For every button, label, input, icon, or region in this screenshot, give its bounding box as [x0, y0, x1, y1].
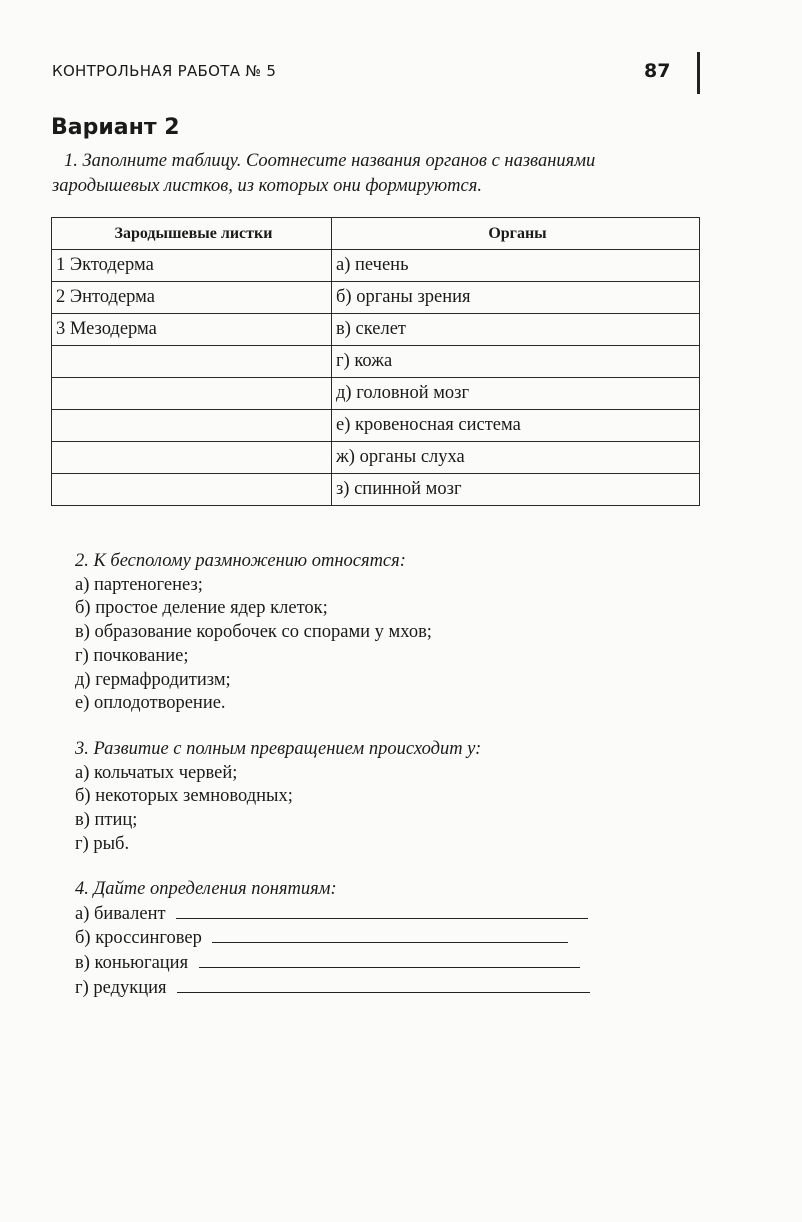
table-cell: а) печень — [332, 250, 700, 282]
table-cell: 2 Энтодерма — [52, 282, 332, 314]
list-item: д) гермафродитизм; — [75, 669, 231, 690]
list-item: в) птиц; — [75, 810, 138, 831]
table-row — [52, 282, 700, 314]
table-row — [52, 250, 700, 282]
page-number: 87 — [644, 60, 671, 82]
term-label: б) кроссинговер — [75, 928, 202, 949]
table-cell: в) скелет — [332, 314, 700, 346]
answer-line[interactable] — [176, 902, 588, 919]
table-row — [52, 378, 700, 410]
header-rule — [697, 52, 700, 94]
task2 — [75, 550, 695, 716]
task4 — [75, 878, 695, 1001]
header-title: КОНТРОЛЬНАЯ РАБОТА № 5 — [52, 62, 277, 80]
task2-question: 2. К бесполому размножению относятся: — [75, 551, 406, 571]
task1-text: 1. Заполните таблицу. Соотнесите названия органов с названиями зародышевых листков, из которых они формируются. — [52, 151, 596, 196]
list-item: а) партеногенез; — [75, 574, 203, 595]
table-cell: г) кожа — [332, 346, 700, 378]
germ-layers-table — [51, 217, 700, 506]
answer-line[interactable] — [199, 951, 580, 968]
term-label: а) бивалент — [75, 903, 166, 924]
table-cell: з) спинной мозг — [332, 474, 700, 506]
table-row — [52, 474, 700, 506]
definition-row — [75, 976, 695, 1001]
list-item: г) почкование; — [75, 645, 189, 666]
table-cell: б) органы зрения — [332, 282, 700, 314]
list-item: б) простое деление ядер клеток; — [75, 598, 328, 619]
definition-row — [75, 902, 695, 927]
task3 — [75, 738, 695, 857]
table-cell — [52, 378, 332, 410]
list-item: г) рыб. — [75, 833, 130, 854]
table-cell: 1 Эктодерма — [52, 250, 332, 282]
table-cell — [52, 410, 332, 442]
list-item: е) оплодотворение. — [75, 693, 226, 714]
table-cell: 3 Мезодерма — [52, 314, 332, 346]
task3-question: 3. Развитие с полным превращением происходит у: — [75, 739, 482, 759]
table-cell: д) головной мозг — [332, 378, 700, 410]
table-cell: е) кровеносная система — [332, 410, 700, 442]
list-item: в) образование коробочек со спорами у мхов; — [75, 622, 432, 643]
list-item: б) некоторых земноводных; — [75, 786, 293, 807]
answer-line[interactable] — [212, 926, 568, 943]
table-row — [52, 410, 700, 442]
table-row — [52, 346, 700, 378]
answer-line[interactable] — [177, 976, 590, 993]
variant-title: Вариант 2 — [51, 115, 180, 140]
definition-row — [75, 951, 695, 976]
definition-row — [75, 926, 695, 951]
table-cell — [52, 346, 332, 378]
table-cell — [52, 474, 332, 506]
term-label: г) редукция — [75, 977, 167, 998]
task4-question: 4. Дайте определения понятиям: — [75, 879, 337, 899]
term-label: в) коньюгация — [75, 953, 189, 974]
column-header: Зародышевые листки — [52, 218, 332, 250]
table-row — [52, 314, 700, 346]
table-cell — [52, 442, 332, 474]
table-header-row — [52, 218, 700, 250]
table-row — [52, 442, 700, 474]
table-cell: ж) органы слуха — [332, 442, 700, 474]
column-header: Органы — [332, 218, 700, 250]
list-item: а) кольчатых червей; — [75, 762, 238, 783]
